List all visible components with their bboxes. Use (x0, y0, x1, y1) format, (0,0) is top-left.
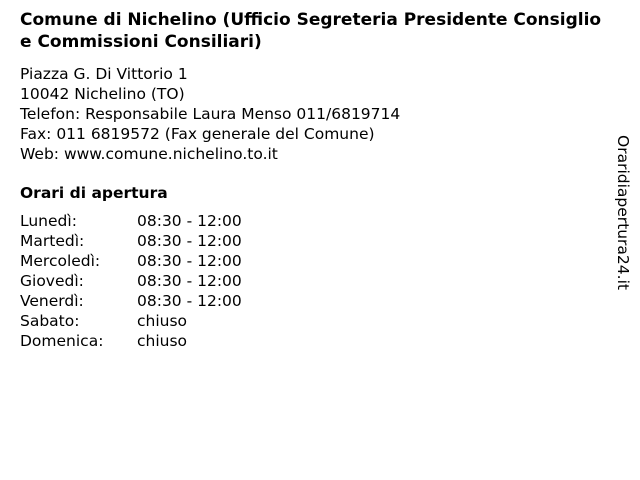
day-label: Mercoledì: (20, 252, 101, 270)
site-watermark: Oraridiapertura24.it (614, 135, 632, 290)
phone-number: Telefon: Responsabile Laura Menso 011/6819714 (20, 105, 401, 123)
street-address: Piazza G. Di Vittorio 1 (20, 65, 188, 83)
website: Web: www.comune.nichelino.to.it (20, 145, 278, 163)
time-value: chiuso (137, 332, 188, 350)
hours-row-tuesday (20, 231, 605, 251)
time-value: 08:30 - 12:00 (137, 292, 242, 310)
time-value: chiuso (137, 312, 188, 330)
hours-row-friday (20, 291, 605, 311)
hours-row-thursday (20, 271, 605, 291)
day-label: Sabato: (20, 312, 80, 330)
hours-row-monday (20, 211, 605, 231)
opening-hours-table (20, 211, 605, 351)
time-value: 08:30 - 12:00 (137, 232, 242, 250)
hours-row-sunday (20, 331, 605, 351)
day-label: Giovedì: (20, 272, 84, 290)
day-label: Domenica: (20, 332, 104, 350)
hours-row-saturday (20, 311, 605, 331)
time-value: 08:30 - 12:00 (137, 272, 242, 290)
day-label: Venerdì: (20, 292, 84, 310)
time-value: 08:30 - 12:00 (137, 212, 242, 230)
address-block (20, 64, 605, 164)
fax-number: Fax: 011 6819572 (Fax generale del Comune) (20, 125, 375, 143)
page-title: Comune di Nichelino (Ufficio Segreteria Presidente Consiglio e Commissioni Consiliari) (20, 10, 602, 52)
business-listing (20, 9, 605, 351)
city-postal-code: 10042 Nichelino (TO) (20, 85, 185, 103)
day-label: Lunedì: (20, 212, 77, 230)
hours-row-wednesday (20, 251, 605, 271)
time-value: 08:30 - 12:00 (137, 252, 242, 270)
opening-hours-heading: Orari di apertura (20, 184, 168, 202)
day-label: Martedì: (20, 232, 85, 250)
